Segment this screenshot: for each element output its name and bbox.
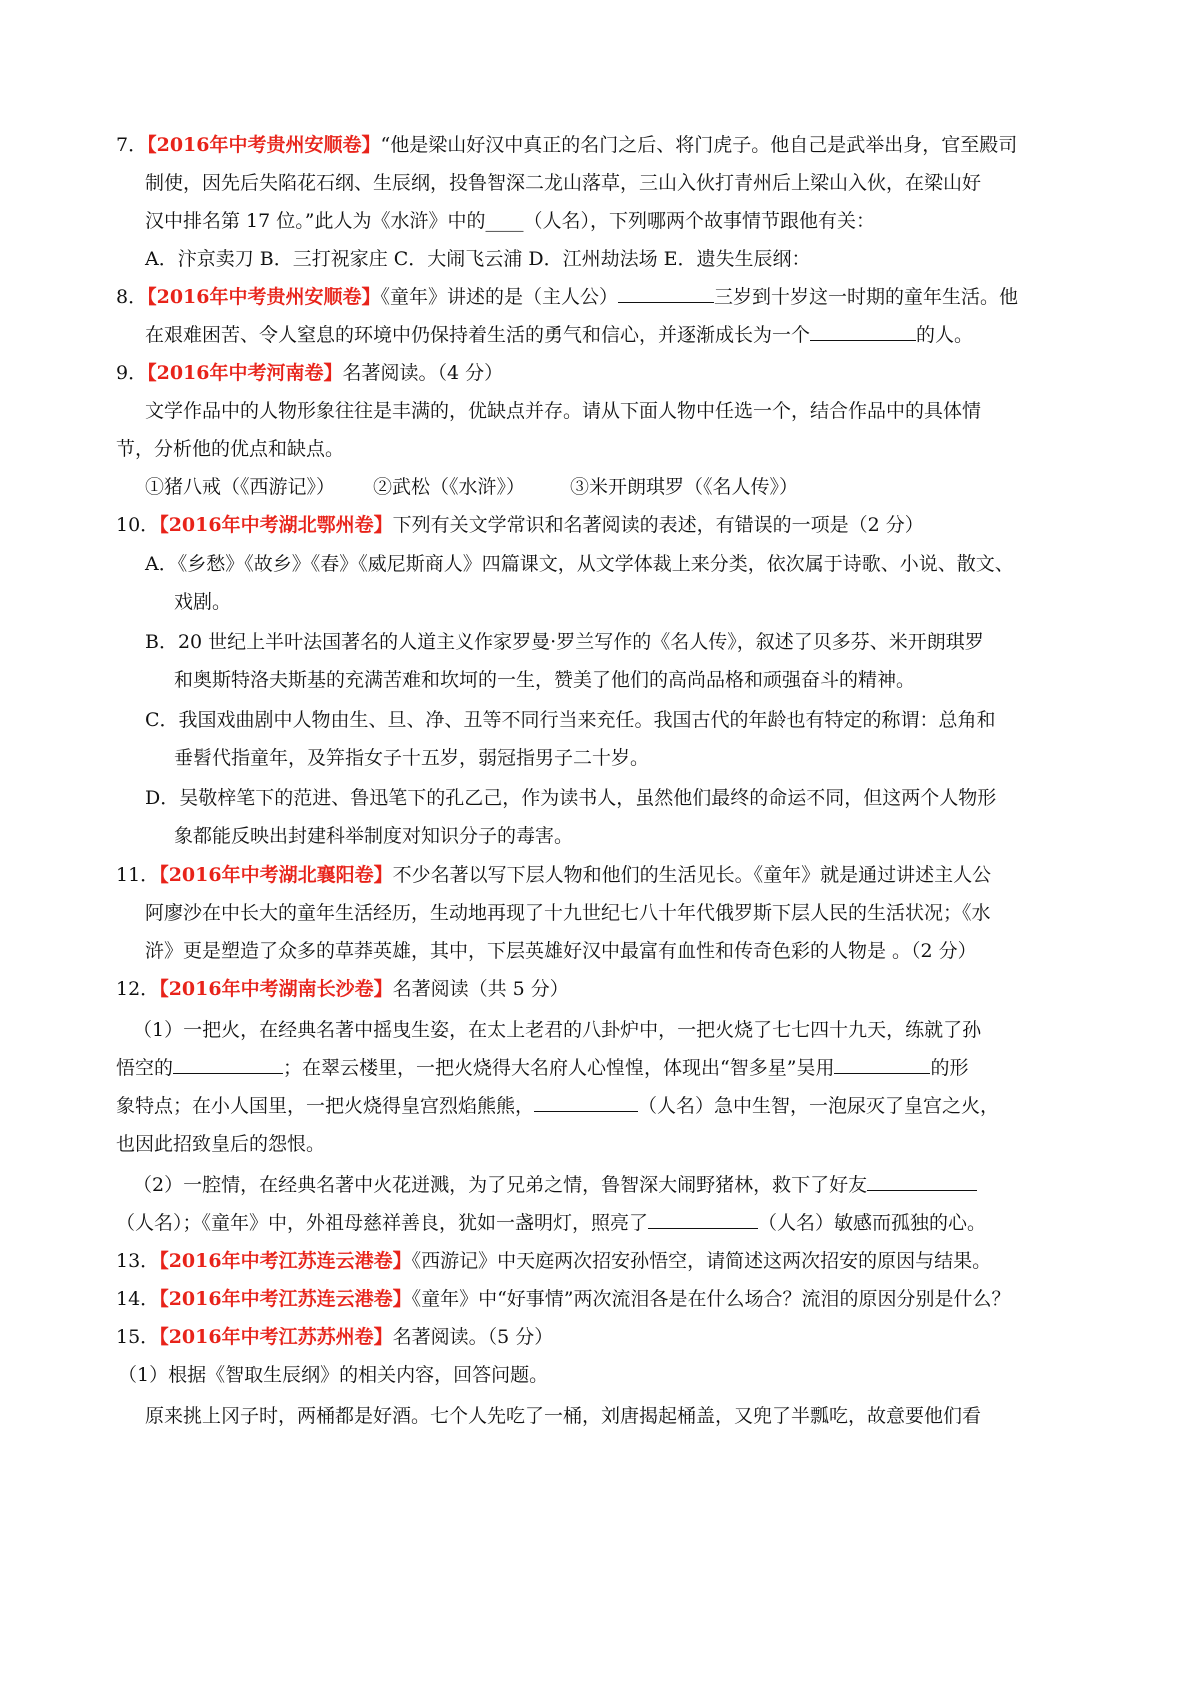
q7-number: 7． — [116, 134, 148, 156]
q15-line1 — [116, 1324, 553, 1350]
q15-number: 15． — [116, 1326, 160, 1348]
q8-text-a: 《童年》讲述的是（主人公） — [380, 286, 618, 308]
q8-line1 — [116, 284, 1018, 310]
q12-answer-blank-3[interactable] — [534, 1093, 638, 1112]
q11-line1 — [116, 862, 991, 888]
q12-text: 象特点；在小人国里，一把火烧得皇宫烈焰熊熊， — [116, 1095, 535, 1117]
q9-choice-3: ③米开朗琪罗（《名人传》） — [570, 476, 799, 498]
q9-choice-2: ②武松（《水浒》） — [373, 476, 526, 498]
q15-sub1: （1）根据《智取生辰纲》的相关内容，回答问题。 — [118, 1364, 549, 1386]
q8-answer-blank-2[interactable] — [810, 322, 916, 341]
q12-line1 — [116, 976, 569, 1002]
q7-text: “他是梁山好汉中真正的名门之后、将门虎子。他自己是武举出身，官至殿司 — [380, 134, 1018, 156]
q8-line2 — [145, 322, 973, 348]
q12-part1-line4: 也因此招致皇后的怨恨。 — [116, 1133, 326, 1155]
q10-option-b-line2: 和奥斯特洛夫斯基的充满苦难和坎坷的一生，赞美了他们的高尚品格和顽强奋斗的精神。 — [174, 669, 916, 691]
q15-passage: 原来挑上冈子时，两桶都是好酒。七个人先吃了一桶，刘唐揭起桶盖，又兜了半瓢吃，故意要他们看 — [145, 1405, 982, 1427]
q15-source-tag: 【2016年中考江苏苏州卷】 — [159, 1326, 393, 1348]
q12-text: （人名）急中生智，一泡尿灭了皇宫之火， — [638, 1095, 1000, 1117]
q8-text-c: 在艰难困苦、令人窒息的环境中仍保持着生活的勇气和信心，并逐渐成长为一个 — [145, 324, 811, 346]
q10-number: 10． — [116, 514, 160, 536]
q12-answer-blank-4[interactable] — [867, 1172, 977, 1191]
q12-text: 悟空的 — [116, 1057, 174, 1079]
q10-stem: 下列有关文学常识和名著阅读的表述，有错误的一项是（2 分） — [392, 514, 924, 536]
q9-line1 — [116, 360, 503, 386]
q10-option-a-line1: A．《乡愁》《故乡》《春》《威尼斯商人》四篇课文，从文学体裁上来分类，依次属于诗歌、小说、散文、 — [145, 553, 1014, 575]
q9-title: 名著阅读。（4 分） — [342, 362, 504, 384]
q13-line — [116, 1248, 991, 1274]
q8-text-d: 的人。 — [916, 324, 974, 346]
q9-prompt-line2: 节，分析他的优点和缺点。 — [116, 438, 345, 460]
q9-number: 9． — [116, 362, 148, 384]
q13-text: 《西游记》中天庭两次招安孙悟空，请简述这两次招安的原因与结果。 — [411, 1250, 992, 1272]
q12-part1-line1: （1）一把火，在经典名著中摇曳生姿，在太上老君的八卦炉中，一把火烧了七七四十九天，练就了孙 — [133, 1019, 982, 1041]
q14-line — [116, 1286, 1011, 1312]
q12-number: 12． — [116, 978, 160, 1000]
q12-part2-line2 — [116, 1210, 986, 1236]
q11-text: 不少名著以写下层人物和他们的生活见长。《童年》就是通过讲述主人公 — [392, 864, 992, 886]
q14-number: 14． — [116, 1288, 160, 1310]
q12-answer-blank-2[interactable] — [834, 1055, 930, 1074]
q14-source-tag: 【2016年中考江苏连云港卷】 — [159, 1288, 412, 1310]
q14-text: 《童年》中“好事情”两次流泪各是在什么场合？流泪的原因分别是什么？ — [411, 1288, 1011, 1310]
q11-number: 11． — [116, 864, 160, 886]
q7-line2: 制使，因先后失陷花石纲、生辰纲，投鲁智深二龙山落草，三山入伙打青州后上梁山入伙，在梁山好 — [145, 172, 982, 194]
q12-answer-blank-5[interactable] — [648, 1210, 758, 1229]
q13-source-tag: 【2016年中考江苏连云港卷】 — [159, 1250, 412, 1272]
q10-option-c-line1: C．我国戏曲剧中人物由生、旦、净、丑等不同行当来充任。我国古代的年龄也有特定的称谓：总角和 — [145, 709, 996, 731]
q7-line1 — [116, 132, 1017, 158]
q9-choice-1: ①猪八戒（《西游记》） — [145, 476, 336, 498]
q10-option-c-line2: 垂髫代指童年，及笄指女子十五岁，弱冠指男子二十岁。 — [174, 747, 650, 769]
q10-option-a-line2: 戏剧。 — [174, 591, 232, 613]
q12-text: ；在翠云楼里，一把火烧得大名府人心惶惶，体现出“智多星”吴用 — [283, 1057, 835, 1079]
q8-answer-blank-1[interactable] — [618, 284, 714, 303]
q10-option-d-line1: D．吴敬梓笔下的范进、鲁迅笔下的孔乙己，作为读书人，虽然他们最终的命运不同，但这两个人物形 — [145, 787, 997, 809]
q10-option-b-line1: B．20 世纪上半叶法国著名的人道主义作家罗曼·罗兰写作的《名人传》，叙述了贝多芬、米开朗琪罗 — [145, 631, 984, 653]
q8-number: 8． — [116, 286, 148, 308]
q10-line1 — [116, 512, 924, 538]
q8-text-b: 三岁到十岁这一时期的童年生活。他 — [714, 286, 1019, 308]
q12-part1-line2 — [116, 1055, 968, 1081]
q12-text: 的形 — [930, 1057, 969, 1079]
q9-source-tag: 【2016年中考河南卷】 — [147, 362, 343, 384]
q12-text: （人名）敏感而孤独的心。 — [758, 1212, 987, 1234]
q11-line2: 阿廖沙在中长大的童年生活经历，生动地再现了十九世纪七八十年代俄罗斯下层人民的生活状况；《水 — [145, 902, 991, 924]
q15-title: 名著阅读。（5 分） — [392, 1326, 554, 1348]
q12-title: 名著阅读（共 5 分） — [392, 978, 569, 1000]
q11-line3: 浒》更是塑造了众多的草莽英雄，其中，下层英雄好汉中最富有血性和传奇色彩的人物是 。（2 分） — [145, 940, 977, 962]
q8-source-tag: 【2016年中考贵州安顺卷】 — [147, 286, 381, 308]
q7-line3: 汉中排名第 17 位。”此人为《水浒》中的____（人名），下列哪两个故事情节跟他有关： — [145, 210, 875, 232]
q7-options: A．汴京卖刀 B．三打祝家庄 C．大闹飞云浦 D．江州劫法场 E．遗失生辰纲： — [145, 248, 811, 270]
q12-part1-line3 — [116, 1093, 999, 1119]
q10-option-d-line2: 象都能反映出封建科举制度对知识分子的毒害。 — [174, 825, 574, 847]
q12-part2-line1 — [133, 1172, 977, 1198]
q9-prompt-line1: 文学作品中的人物形象往往是丰满的，优缺点并存。请从下面人物中任选一个，结合作品中的具体情 — [145, 400, 982, 422]
q12-source-tag: 【2016年中考湖南长沙卷】 — [159, 978, 393, 1000]
q13-number: 13． — [116, 1250, 160, 1272]
q12-text: （2）一腔情，在经典名著中火花迸溅，为了兄弟之情，鲁智深大闹野猪林，救下了好友 — [133, 1174, 868, 1196]
q12-answer-blank-1[interactable] — [173, 1055, 283, 1074]
q12-text: （人名）；《童年》中，外祖母慈祥善良，犹如一盏明灯，照亮了 — [116, 1212, 649, 1234]
q10-source-tag: 【2016年中考湖北鄂州卷】 — [159, 514, 393, 536]
q7-source-tag: 【2016年中考贵州安顺卷】 — [147, 134, 381, 156]
q11-source-tag: 【2016年中考湖北襄阳卷】 — [159, 864, 393, 886]
